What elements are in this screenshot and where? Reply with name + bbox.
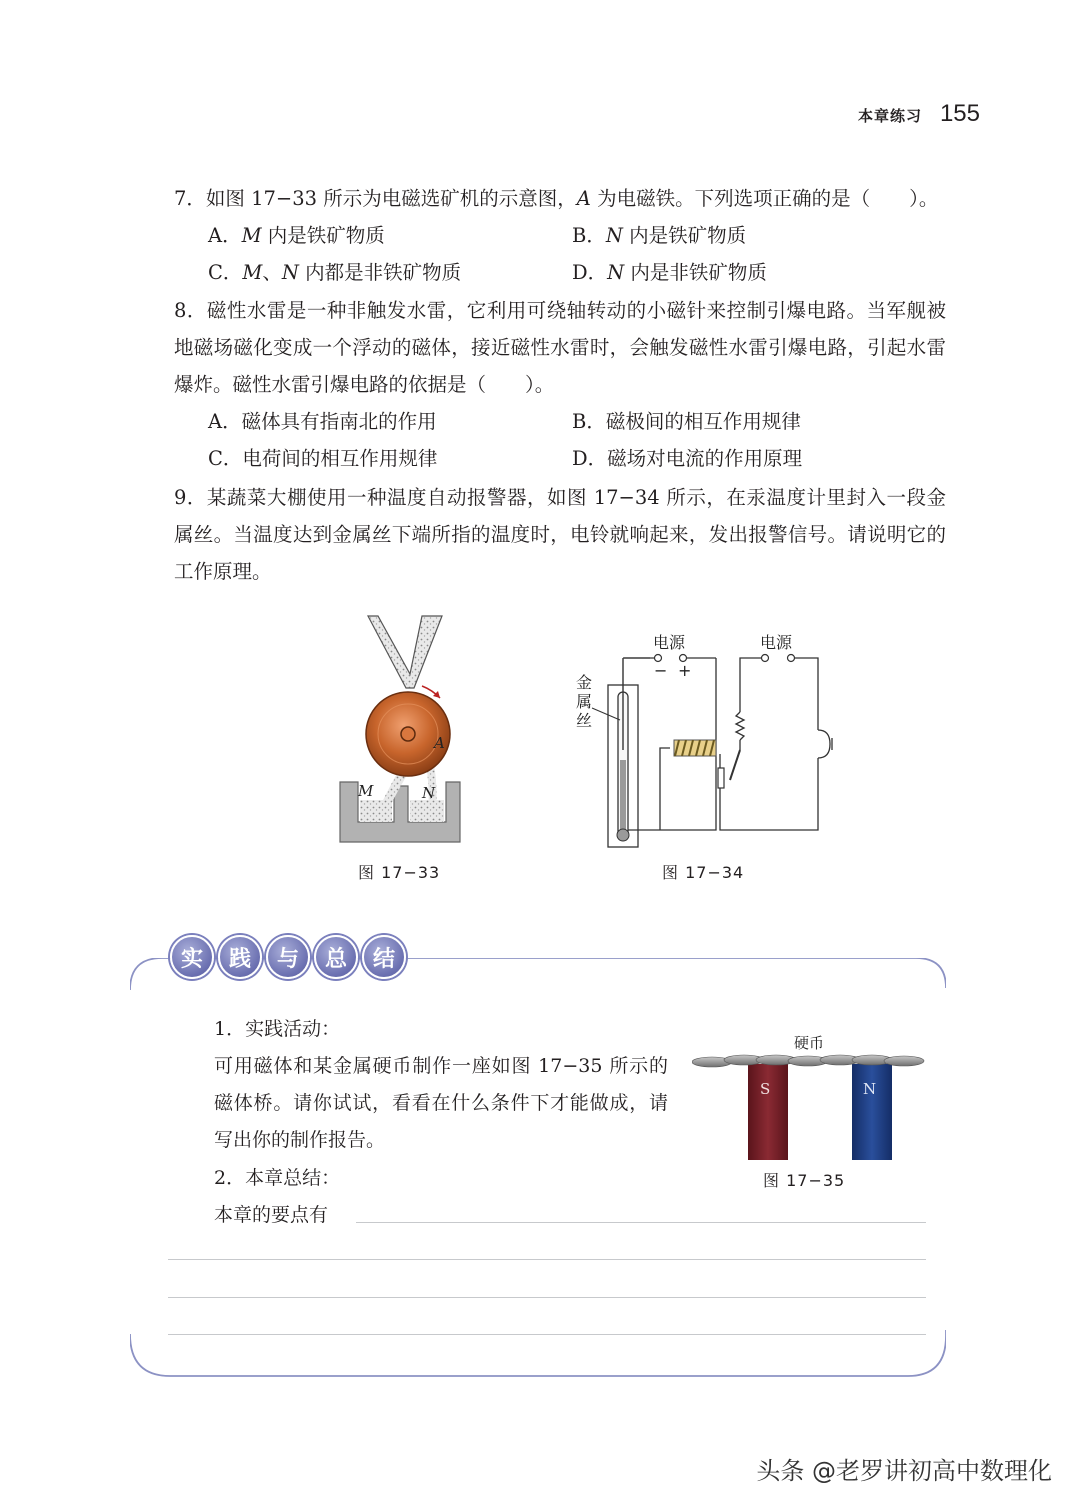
question-7 [130, 180, 946, 291]
figure-17-33 [330, 614, 490, 849]
question-8-options [130, 403, 946, 477]
question-8 [130, 292, 946, 477]
answer-line-2[interactable] [168, 1259, 926, 1260]
question-9 [130, 479, 946, 590]
mercury-column [620, 760, 626, 835]
figure-17-35 [692, 1030, 928, 1162]
practice-activity-text: 可用磁体和某金属硬币制作一座如图 17−35 所示的磁体桥。请你试试，看看在什么条件下才能做成，请写出你的制作报告。 [214, 1055, 668, 1151]
magnet-s [748, 1064, 788, 1160]
q7-text-2: 为电磁铁。下列选项正确的是（ ）。 [590, 187, 939, 210]
answer-line-4[interactable] [168, 1334, 926, 1335]
question-7-stem [130, 180, 946, 217]
label-m: M [358, 782, 374, 800]
figure-17-34 [570, 630, 840, 860]
q8-option-d[interactable]: D．磁场对电流的作用原理 [572, 447, 803, 470]
power-label-1: 电源 [653, 633, 686, 652]
badge-1: 实 [170, 935, 214, 979]
chapter-summary-title: 2．本章总结： [214, 1167, 341, 1189]
badge-2: 践 [218, 935, 262, 979]
figure-17-34-caption: 图 17−34 [662, 863, 745, 882]
q8-option-a[interactable]: A．磁体具有指南北的作用 [208, 410, 437, 433]
badge-5: 结 [362, 935, 406, 979]
q7-option-a[interactable]: A．M 内是铁矿物质 [208, 224, 385, 247]
wire-label: 金属丝 [576, 673, 593, 730]
ore-separator-illustration [330, 614, 490, 849]
q7-var-a: A [576, 187, 591, 210]
question-7-options [130, 217, 946, 291]
figure-17-35-caption: 图 17−35 [763, 1171, 846, 1190]
page-number: 155 [939, 100, 980, 127]
label-n: N [422, 784, 436, 802]
figure-17-33-caption: 图 17−33 [358, 863, 441, 882]
q7-option-c[interactable]: C．M、N 内都是非铁矿物质 [208, 261, 462, 284]
label-a: A [434, 734, 445, 752]
watermark: 头条 @老罗讲初高中数理化 [756, 1457, 1052, 1485]
q7-option-d[interactable]: D．N 内是非铁矿物质 [572, 261, 767, 284]
minus-sign: − [654, 661, 668, 680]
answer-line-3[interactable] [168, 1297, 926, 1298]
magnet-n [852, 1064, 892, 1160]
mercury-bulb [617, 829, 629, 841]
q7-text-1: 7．如图 17−33 所示为电磁选矿机的示意图， [174, 187, 577, 210]
n-pole-label: N [863, 1080, 877, 1098]
section-title-badges [170, 935, 406, 979]
answer-line-1[interactable] [356, 1222, 926, 1223]
coin-label: 硬币 [794, 1034, 825, 1052]
hopper [368, 616, 442, 688]
chapter-summary-lead: 本章的要点有 [214, 1204, 329, 1226]
practice-activity [168, 1011, 668, 1159]
alarm-circuit-diagram [570, 630, 840, 860]
q8-option-b[interactable]: B．磁极间的相互作用规律 [572, 410, 801, 433]
chapter-title: 本章练习 [857, 107, 922, 125]
q8-option-c[interactable]: C．电荷间的相互作用规律 [208, 447, 438, 470]
q7-option-b[interactable]: B．N 内是铁矿物质 [572, 224, 747, 247]
badge-3: 与 [266, 935, 310, 979]
power-label-2: 电源 [760, 633, 793, 652]
question-9-stem: 9．某蔬菜大棚使用一种温度自动报警器，如图 17−34 所示，在汞温度计里封入一段金属丝。当温度达到金属丝下端所指的温度时，电铃就响起来，发出报警信号。请说明它的工作原理。 [174, 486, 946, 583]
s-pole-label: S [760, 1080, 771, 1098]
badge-4: 总 [314, 935, 358, 979]
page-header [858, 100, 980, 128]
magnet-bridge-photo [692, 1030, 928, 1162]
question-8-stem: 8．磁性水雷是一种非触发水雷，它利用可绕轴转动的小磁针来控制引爆电路。当军舰被地磁场磁化变成一个浮动的磁体，接近磁性水雷时，会触发磁性水雷引爆电路，引起水雷爆炸。磁性水雷引爆电路的依据是（ ）。 [174, 299, 946, 396]
plus-sign: + [678, 661, 692, 680]
practice-activity-title: 1．实践活动： [214, 1018, 341, 1040]
